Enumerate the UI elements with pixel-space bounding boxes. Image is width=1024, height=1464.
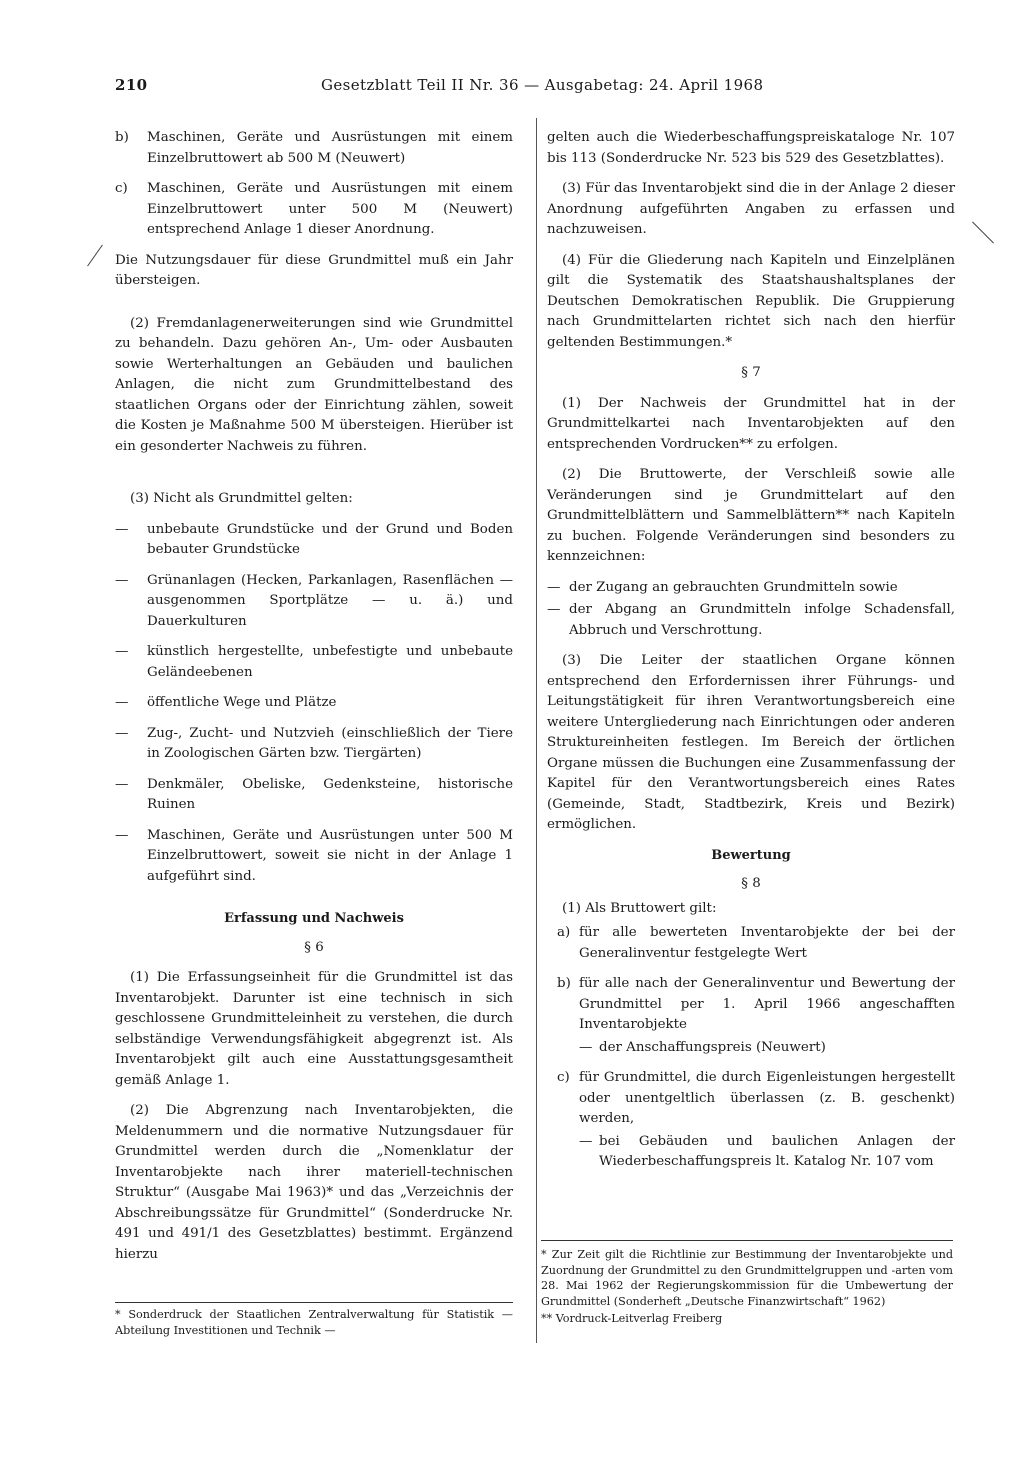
list-item (547, 600, 955, 641)
list-item (115, 826, 513, 888)
item-marker: a) (557, 925, 571, 940)
list-item (115, 775, 513, 816)
section-7-paragraph-2: (2) Die Bruttowerte, der Verschleiß sowie alle Veränderungen sind je Grundmittelart auf den Grundmittelblättern und Sammelblättern** nach Kapiteln zu buchen. Folgende Veränderungen sind besonders zu kennzeichnen: (547, 467, 955, 564)
footnotes-right (541, 1240, 953, 1329)
item-marker: b) (115, 130, 129, 145)
item-text: für alle nach der Generalinventur und Bewertung der Grundmittel per 1. April 1966 angeschafften Inventarobjekte (579, 976, 955, 1032)
dash-marker: — (115, 572, 129, 588)
dash-marker: — (115, 776, 129, 792)
scan-mark-right (972, 222, 994, 244)
paragraph-2: (2) Fremdanlagenerweiterungen sind wie Grundmittel zu behandeln. Dazu gehören An-, Um- oder Ausbauten sowie Werterhaltungen an Gebäuden und baulichen Anlagen, die nicht zum Grundmittelbestand des staatlichen Organs oder der Einrichtung zählen, soweit die Kosten je Maßnahme 500 M übersteigen. Hierüber ist ein gesonderter Nachweis zu führen. (115, 315, 513, 454)
paragraph-continuation: gelten auch die Wiederbeschaffungspreiskataloge Nr. 107 bis 113 (Sonderdrucke Nr. 523 bis 529 des Gesetzblattes). (547, 130, 955, 166)
list-item-b (557, 974, 955, 1036)
list-item-text: unbebaute Grundstücke und der Grund und Boden bebauter Grundstücke (147, 521, 513, 557)
list-item-text: künstlich hergestellte, unbefestigte und unbebaute Geländeebenen (147, 644, 513, 680)
dash-marker: — (115, 827, 129, 843)
list-item-text: Zug-, Zucht- und Nutzvieh (einschließlich der Tiere in Zoologischen Gärten bzw. Tiergärten) (147, 725, 513, 761)
list-item (115, 724, 513, 765)
section-heading: Bewertung (711, 847, 791, 863)
section-number: § 7 (741, 365, 761, 380)
item-text: Maschinen, Geräte und Ausrüstungen mit einem Einzelbruttowert ab 500 M (Neuwert) (147, 130, 513, 166)
list-item-text: öffentliche Wege und Plätze (147, 695, 337, 710)
list-item (115, 571, 513, 633)
dash-marker: — (547, 602, 561, 617)
left-column (115, 128, 513, 1275)
item-text: für Grundmittel, die durch Eigenleistungen hergestellt oder unentgeltlich überlassen (z. B. geschenkt) werden, (579, 1070, 955, 1126)
list-item (115, 642, 513, 683)
item-marker: c) (115, 181, 128, 196)
list-item-text: Denkmäler, Obeliske, Gedenksteine, historische Ruinen (147, 776, 513, 812)
column-divider (536, 118, 537, 1343)
sub-list-item (579, 1038, 955, 1059)
dash-marker: — (115, 725, 129, 741)
list-item-text: bei Gebäuden und baulichen Anlagen der Wiederbeschaffungspreis lt. Katalog Nr. 107 vom (599, 1133, 955, 1169)
item-text: für alle bewerteten Inventarobjekte der bei der Generalinventur festgelegte Wert (579, 925, 955, 961)
footnote-text: ** Vordruck-Leitverlag Freiberg (541, 1312, 723, 1325)
dash-marker: — (115, 644, 129, 659)
list-item (115, 693, 513, 714)
item-text: Maschinen, Geräte und Ausrüstungen mit einem Einzelbruttowert unter 500 M (Neuwert) entsprechend Anlage 1 dieser Anordnung. (147, 181, 513, 237)
page-number: 210 (115, 76, 148, 94)
dash-marker: — (547, 579, 561, 595)
list-item (115, 520, 513, 561)
list-item-c (557, 1068, 955, 1130)
running-title: Gesetzblatt Teil II Nr. 36 — Ausgabetag: 24. April 1968 (321, 76, 764, 94)
list-item (547, 578, 955, 599)
section-8-paragraph-1: (1) Als Bruttowert gilt: (562, 900, 717, 916)
paragraph-4: (4) Für die Gliederung nach Kapiteln und Einzelplänen gilt die Systematik des Staatshaushaltsplanes der Deutschen Demokratischen Republik. Die Gruppierung nach Grundmittelarten richtet sich nach den hierfür geltenden Bestimmungen.* (547, 252, 955, 350)
item-marker: b) (557, 976, 571, 991)
paragraph-3: (3) Für das Inventarobjekt sind die in der Anlage 2 dieser Anordnung aufgeführten Angaben zu erfassen und nachzuweisen. (547, 181, 955, 237)
section-heading: Erfassung und Nachweis (224, 911, 404, 926)
paragraph-3: (3) Nicht als Grundmittel gelten: (130, 491, 353, 506)
list-item-text: der Abgang an Grundmitteln infolge Schadensfall, Abbruch und Verschrottung. (569, 602, 955, 638)
paragraph-nutzungsdauer: Die Nutzungsdauer für diese Grundmittel muß ein Jahr übersteigen. (115, 252, 513, 288)
section-number: § 8 (741, 876, 761, 891)
dash-marker: — (579, 1133, 593, 1149)
page-header (115, 76, 765, 98)
section-7-paragraph-1: (1) Der Nachweis der Grundmittel hat in der Grundmittelkartei nach Inventarobjekten auf den entsprechenden Vordrucken** zu erfolgen. (547, 395, 955, 452)
list-item-c (115, 179, 513, 241)
list-item-text: der Zugang an gebrauchten Grundmitteln sowie (569, 579, 898, 595)
list-item-a (557, 923, 955, 964)
list-item-text: Maschinen, Geräte und Ausrüstungen unter 500 M Einzelbruttowert, soweit sie nicht in der Anlage 1 aufgeführt sind. (147, 827, 513, 884)
list-item-text: Grünanlagen (Hecken, Parkanlagen, Rasenflächen — ausgenommen Sportplätze — u. ä.) und Dauerkulturen (147, 572, 513, 629)
footnote-left (115, 1302, 513, 1340)
dash-marker: — (115, 521, 129, 537)
section-number: § 6 (304, 939, 324, 955)
section-6-paragraph-2: (2) Die Abgrenzung nach Inventarobjekten, die Meldenummern und die normative Nutzungsdauer für Grundmittel werden durch die „Nomenklatur der Inventarobjekte nach ihrer materiell-technischen Struktur“ (Ausgabe Mai 1963)* und das „Verzeichnis der Abschreibungssätze für Grundmittel“ (Sonderdrucke Nr. 491 und 491/1 des Gesetzblattes) bestimmt. Ergänzend hierzu (115, 1103, 513, 1262)
scan-mark-left (87, 245, 103, 267)
section-7-paragraph-3: (3) Die Leiter der staatlichen Organe können entsprechend den Erfordernissen ihrer Führungs- und Leitungstätigkeit für ihren Verantwortungsbereich eine weitere Untergliederung nach Einrichtungen oder anderen Struktureinheiten festlegen. Im Bereich der örtlichen Organe müssen die Buchungen eine Zusammenfassung der Kapitel für den Verantwortungsbereich eines Rates (Gemeinde, Stadt, Stadtbezirk, Kreis und Bezirk) ermöglichen. (547, 653, 955, 832)
footnote-text: * Sonderdruck der Staatlichen Zentralverwaltung für Statistik — Abteilung Investitionen und Technik — (115, 1308, 513, 1337)
dash-marker: — (115, 695, 129, 710)
section-6-paragraph-1: (1) Die Erfassungseinheit für die Grundmittel ist das Inventarobjekt. Darunter ist eine technisch in sich geschlossene Grundmitteleinheit zu verstehen, die durch selbständige Verwendungsfähigkeit abgegrenzt ist. Als Inventarobjekt gilt auch eine Ausstattungsgesamtheit gemäß Anlage 1. (115, 970, 513, 1088)
item-marker: c) (557, 1070, 570, 1085)
right-column (547, 128, 955, 1183)
footnote-text: * Zur Zeit gilt die Richtlinie zur Bestimmung der Inventarobjekte und Zuordnung der Grundmittel zu den Grundmittelgruppen und -arten vom 28. Mai 1962 der Regierungskommission für die Umbewertung der Grundmittel (Sonderheft „Deutsche Finanzwirtschaft“ 1962) (541, 1248, 953, 1308)
sub-list-item (579, 1132, 955, 1173)
list-item-text: der Anschaffungspreis (Neuwert) (599, 1039, 826, 1055)
dash-marker: — (579, 1039, 593, 1055)
list-item-b (115, 128, 513, 169)
